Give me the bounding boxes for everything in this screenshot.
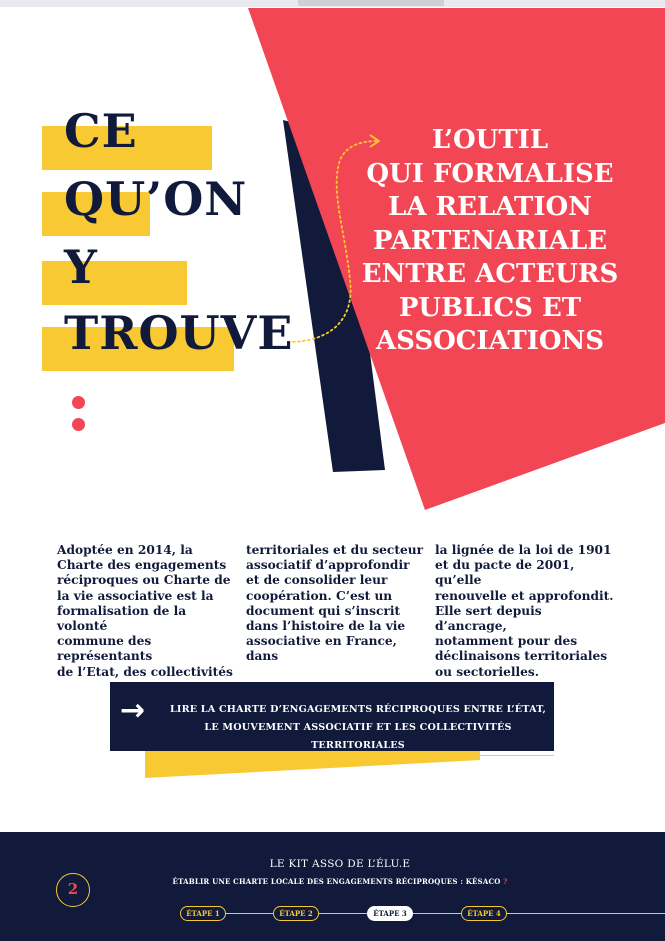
red-title-line-6: PUBLICS ET (398, 292, 582, 323)
red-title-line-3: LA RELATION (388, 192, 592, 222)
body-line: territoriales et du secteur (246, 543, 424, 557)
steps-track (180, 913, 665, 914)
cta-line-1: LIRE LA CHARTE D’ENGAGEMENTS RÉCIPROQUES ENTRE L’ÉTAT, (169, 704, 547, 715)
body-line: Adoptée en 2014, la (57, 543, 193, 557)
body-line: et du pacte de 2001, qu’elle (435, 558, 575, 588)
step-3-button[interactable]: ÉTAPE 3 (367, 906, 413, 921)
body-column-3 (435, 543, 615, 680)
heading-line-3: Y (64, 240, 98, 294)
body-line: renouvelle et approfondit. (435, 588, 614, 603)
arrow-right-icon: → (120, 693, 146, 728)
body-line: et de consolider leur (246, 573, 388, 588)
heading-line-4: TROUVE (64, 306, 294, 360)
heading-line-1: CE (64, 104, 138, 158)
footer-subtitle-mark: ? (503, 877, 508, 886)
body-line: coopération. C’est un (246, 588, 393, 603)
body-line: réciproques ou Charte de (57, 573, 231, 588)
red-title-line-4: PARTENARIALE (372, 225, 608, 256)
body-line: la lignée de la loi de 1901 (435, 543, 612, 557)
body-column-2 (246, 543, 426, 665)
footer-subtitle (140, 877, 540, 886)
body-line: ou sectorielles. (435, 664, 539, 679)
colon-dot-top (72, 396, 85, 409)
body-column-1 (57, 543, 237, 680)
step-2-button[interactable]: ÉTAPE 2 (273, 906, 319, 921)
step-1-button[interactable]: ÉTAPE 1 (180, 906, 226, 921)
red-title-line-7: ASSOCIATIONS (375, 326, 605, 356)
body-line: notamment pour des (435, 634, 578, 649)
body-line: dans l’histoire de la vie (246, 619, 406, 634)
body-line: associatif d’approfondir (246, 558, 410, 573)
page-number-badge: 2 (56, 873, 90, 907)
body-line: commune des représentants (57, 634, 153, 664)
heading-line-2: QU’ON (64, 172, 248, 226)
body-line: déclinaisons territoriales (435, 649, 608, 664)
body-line: document qui s’inscrit (246, 603, 401, 618)
red-title-line-5: ENTRE ACTEURS (361, 259, 619, 289)
body-line: la vie associative est la (57, 588, 214, 603)
colon-dot-bottom (72, 418, 85, 431)
red-title-line-1: L’OUTIL (431, 125, 549, 155)
body-line: Elle sert depuis d’ancrage, (435, 603, 542, 634)
body-line: associative en France, dans (246, 634, 397, 664)
footer (0, 832, 665, 941)
cta-label (162, 701, 554, 756)
step-4-button[interactable]: ÉTAPE 4 (461, 906, 507, 921)
body-line: de l’Etat, des collectivités (57, 664, 233, 679)
footer-title: LE KIT ASSO DE L’ÉLU.E (269, 858, 411, 870)
coral-panel-title (350, 124, 630, 359)
body-line: Charte des engagements (57, 558, 227, 573)
red-title-line-2: QUI FORMALISE (366, 158, 614, 189)
cta-line-2: LE MOUVEMENT ASSOCIATIF ET LES COLLECTIVITÉS TERRITORIALES (162, 719, 554, 756)
footer-subtitle-text: ÉTABLIR UNE CHARTE LOCALE DES ENGAGEMENTS RÉCIPROQUES : KÉSACO (172, 877, 501, 886)
body-line: formalisation de la volonté (57, 603, 187, 634)
read-charter-link[interactable] (110, 682, 554, 751)
